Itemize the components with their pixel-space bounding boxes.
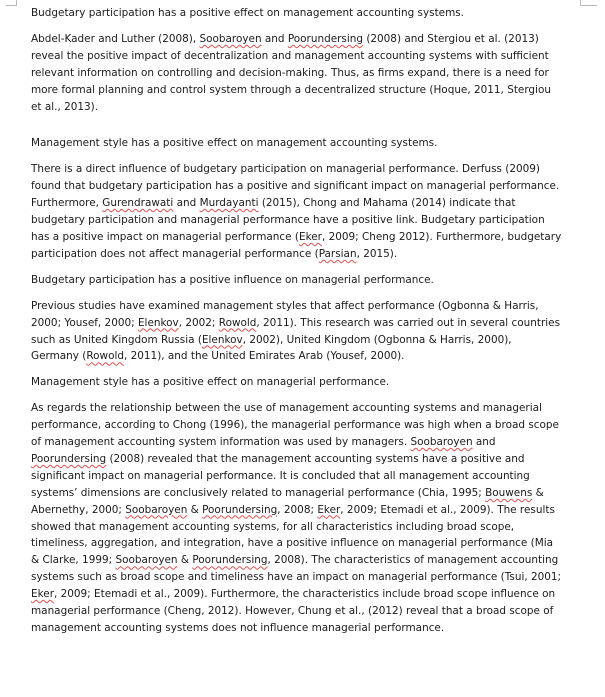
paragraph-text: (2008) and Stergiou et al. (2013) reveal the positive impact of decentralization and management accounting systems with sufficient relevant information on controlling and decision-making. Thus, as firms expand, there is a need for more formal planning and control system through a decentralized structure (Hoque, 2011, Stergiou et al., 2013). (31, 32, 551, 113)
paragraph-text: , 2015). (356, 247, 398, 260)
paragraph-p1[interactable] (31, 5, 562, 22)
paragraph-text: Previous studies have examined management styles that affect performance (Ogbonna & Harris, 2000; Yousef, 2000; (31, 299, 539, 329)
paragraph-text: There is a direct influence of budgetary participation on managerial performance. Derfuss (2009) found that budgetary participation has a positive and significant impact on managerial performance. Furthermore, (31, 163, 560, 210)
page-corner-mark-right (580, 0, 597, 6)
paragraph-text: and (472, 436, 496, 449)
paragraph-text: Management style has a positive effect on managerial performance. (31, 376, 390, 389)
spellcheck-flagged-word: Soobaroyen (410, 436, 473, 449)
paragraph-text: , 2008; (277, 503, 318, 516)
paragraph-text: (2015), Chong and Mahama (2014) indicate that budgetary participation and managerial performance have a positive link. Budgetary participation has a positive impact on managerial performance ( (31, 197, 545, 243)
paragraph-text: As regards the relationship between the use of management accounting systems and managerial performance, according to Chong (1996), the managerial performance was high when a broad scope of management accounting system information was used by managers. (31, 402, 559, 449)
spellcheck-flagged-word: Soobaroyen (115, 554, 178, 567)
spellcheck-flagged-word: Eker (31, 588, 54, 601)
paragraph-text: , 2009; Etemadi et al., 2009). The results showed that management accounting systems, for all characteristics including broad scope, timeliness, aggregation, and integration, have a positive influence on managerial performance (Mia & Clarke, 1999; (31, 503, 555, 567)
spellcheck-flagged-word: Rowold (86, 350, 124, 363)
paragraph-text: Abdel-Kader and Luther (2008), (31, 32, 200, 45)
paragraph-p7[interactable] (31, 374, 562, 391)
paragraph-text: & (177, 554, 193, 567)
paragraph-p8[interactable] (31, 400, 562, 637)
spellcheck-flagged-word: Poorundersing (31, 452, 107, 465)
paragraph-text: and (173, 197, 200, 210)
paragraph-text: Management style has a positive effect on management accounting systems. (31, 137, 438, 150)
spellcheck-flagged-word: Poorundersing (202, 503, 278, 516)
paragraph-p3[interactable] (31, 135, 562, 152)
spellcheck-flagged-word: Eker (317, 503, 341, 516)
spellcheck-flagged-word: Soobaroyen (125, 503, 188, 516)
paragraph-text: Budgetary participation has a positive effect on management accounting systems. (31, 7, 465, 19)
paragraph-text: & Abernethy, 2000; (31, 486, 544, 516)
spellcheck-flagged-word: Elenkov (137, 316, 179, 329)
paragraph-text: , 2008). The characteristics of management accounting systems such as broad scope and timeliness have an impact on managerial performance (Tsui, 2001; (31, 554, 562, 584)
spellcheck-flagged-word: Eker (298, 230, 322, 243)
paragraph-p4[interactable] (31, 161, 562, 262)
page-corner-mark-left (6, 0, 17, 6)
spellcheck-flagged-word: Poorundersing (192, 554, 268, 567)
spellcheck-flagged-word: Poorundersing (287, 32, 363, 45)
spellcheck-flagged-word: Rowold (218, 316, 257, 329)
paragraph-text: & (187, 503, 203, 516)
document-body[interactable] (31, 5, 562, 646)
spellcheck-flagged-word: Bouwens (485, 486, 533, 499)
paragraph-p6[interactable] (31, 298, 562, 366)
paragraph-text: Budgetary participation has a positive influence on managerial performance. (31, 273, 434, 286)
paragraph-text: , 2002; (178, 316, 219, 329)
spellcheck-flagged-word: Parsian (318, 247, 357, 260)
paragraph-text: and (261, 32, 288, 45)
paragraph-p2[interactable] (31, 31, 562, 116)
spellcheck-flagged-word: Elenkov (201, 333, 243, 346)
paragraph-p5[interactable] (31, 272, 562, 289)
spellcheck-flagged-word: Gurendrawati (102, 197, 174, 210)
paragraph-text: , 2011), and the United Emirates Arab (Yousef, 2000). (124, 350, 405, 363)
paragraph-text: (2008) revealed that the management accounting systems have a positive and significant impact on managerial performance. It is concluded that all management accounting systems’ dimensions are conclusively related to managerial performance (Chia, 1995; (31, 452, 530, 499)
paragraph-text: , 2009; Etemadi et al., 2009). Furthermore, the characteristics include broad scope influence on managerial performance (Cheng, 2012). However, Chung et al., (2012) reveal that a broad scope of management accounting systems does not influence managerial performance. (31, 588, 556, 634)
paragraph-text: , 2002), United Kingdom (Ogbonna & Harris, 2000), Germany ( (31, 333, 512, 363)
paragraph-text: , 2011). This research was carried out in several countries such as United Kingdom Russia ( (31, 316, 561, 346)
spellcheck-flagged-word: Murdayanti (199, 197, 259, 210)
spellcheck-flagged-word: Soobaroyen (199, 32, 262, 45)
paragraph-text: , 2009; Cheng 2012). Furthermore, budgetary participation does not affect managerial performance ( (31, 230, 562, 260)
